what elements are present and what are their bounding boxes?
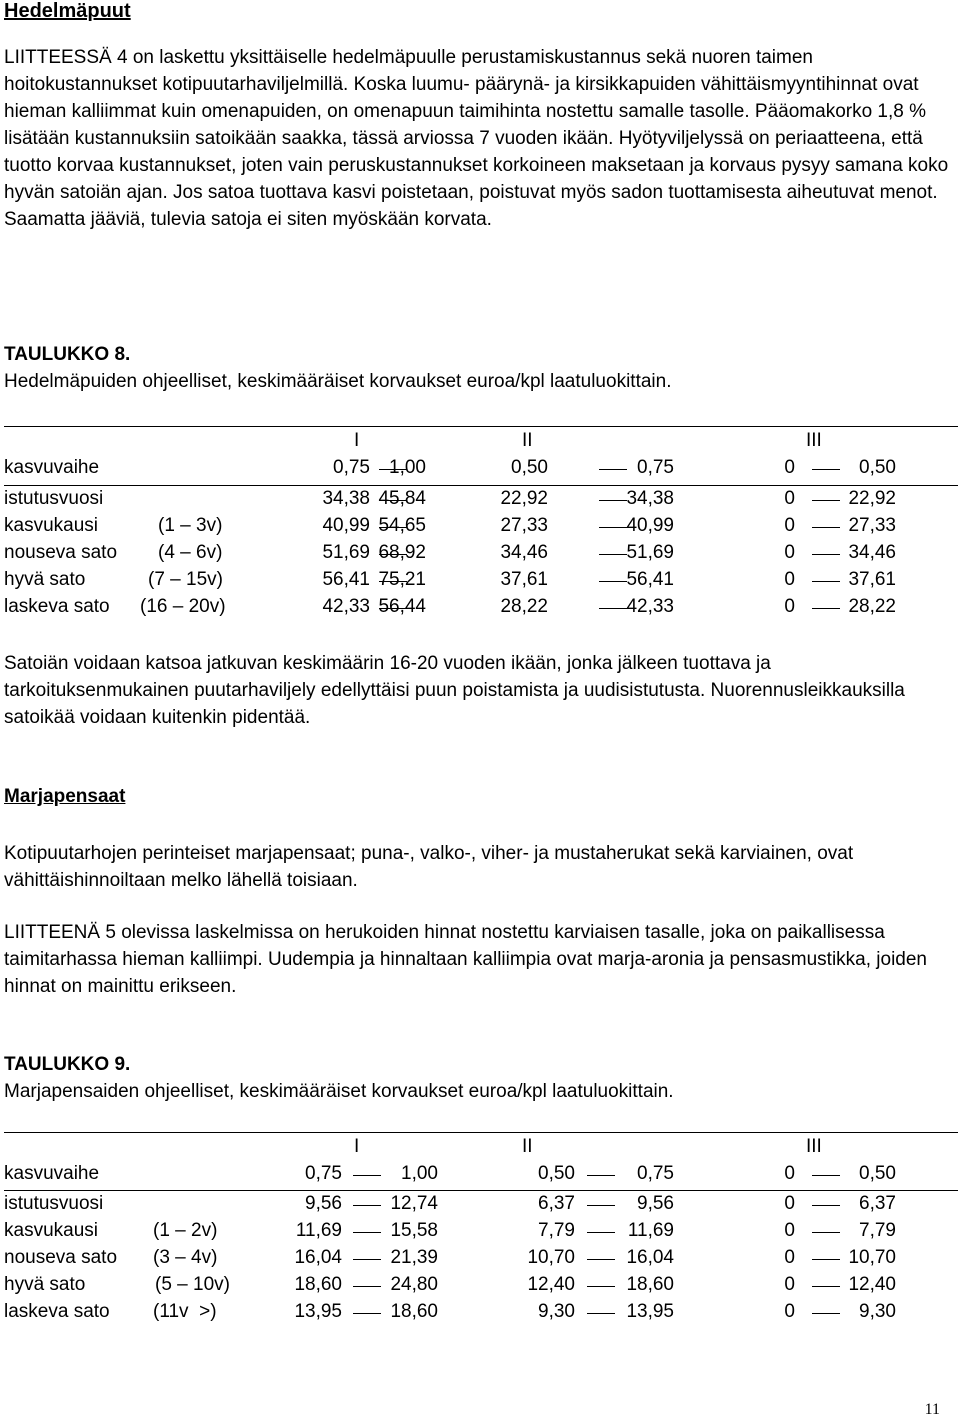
- table-row-1-value-1: 34,38: [322, 488, 370, 509]
- table-row-4-range-dash-1: [379, 581, 407, 582]
- kasvuvaihe-row-range-dash-2: [587, 1175, 615, 1176]
- row-period: (1 – 2v): [153, 1220, 218, 1241]
- row-label: istutusvuosi: [4, 1193, 104, 1214]
- table-row-2-range-dash-3: [812, 527, 840, 528]
- kasvuvaihe-row-value-6: 0,50: [859, 1163, 896, 1184]
- row-label: nouseva sato: [4, 1247, 118, 1268]
- kasvuvaihe-row-range-dash-2: [599, 469, 627, 470]
- table-row-2-value-6: 27,33: [848, 515, 896, 536]
- row-label: kasvukausi: [4, 515, 98, 536]
- table-row-2-value-1: 40,99: [322, 515, 370, 536]
- table-row-3-value-2: 21,39: [390, 1247, 438, 1268]
- kasvuvaihe-row-range-dash-1: [379, 469, 407, 470]
- page-number: 11: [924, 1401, 940, 1418]
- table-row-5-range-dash-2: [599, 608, 627, 609]
- table9-caption: Marjapensaiden ohjeelliset, keskimääräiset korvaukset euroa/kpl laatuluokittain.: [4, 1081, 674, 1102]
- table-row-5-range-dash-1: [353, 1313, 381, 1314]
- table-row-1-value-5: 0: [784, 1193, 795, 1214]
- table-row-5-value-2: 56,44: [378, 596, 426, 617]
- table-row-4-range-dash-1: [353, 1286, 381, 1287]
- table-row-5-value-2: 18,60: [390, 1301, 438, 1322]
- row-label: kasvukausi: [4, 1220, 98, 1241]
- table-row-3-value-4: 16,04: [626, 1247, 674, 1268]
- row-label: laskeva sato: [4, 596, 110, 617]
- table-row-3-value-2: 68,92: [378, 542, 426, 563]
- table-row-2-value-3: 7,79: [538, 1220, 575, 1241]
- table-header-rule: [4, 485, 958, 486]
- row-period: (11v >): [153, 1301, 217, 1322]
- table-row-3-value-5: 0: [784, 1247, 795, 1268]
- table-row-1-range-dash-1: [379, 500, 407, 501]
- table-row-1-range-dash-2: [599, 500, 627, 501]
- table-row-2-value-6: 7,79: [859, 1220, 896, 1241]
- kasvuvaihe-row-value-4: 0,75: [637, 457, 674, 478]
- table-row-4-value-3: 37,61: [500, 569, 548, 590]
- table-row-1-value-1: 9,56: [305, 1193, 342, 1214]
- row-label: hyvä sato: [4, 1274, 86, 1295]
- table-row-2-range-dash-3: [812, 1232, 840, 1233]
- row-period: (3 – 4v): [153, 1247, 218, 1268]
- table-row-4-value-5: 0: [784, 1274, 795, 1295]
- kasvuvaihe-row-value-6: 0,50: [859, 457, 896, 478]
- table-row-3-range-dash-2: [587, 1259, 615, 1260]
- table-row-2-value-2: 54,65: [378, 515, 426, 536]
- kasvuvaihe-row-value-5: 0: [784, 1163, 795, 1184]
- table-row-3-value-3: 34,46: [500, 542, 548, 563]
- table8-caption: Hedelmäpuiden ohjeelliset, keskimääräiset korvaukset euroa/kpl laatuluokittain.: [4, 371, 672, 392]
- table-row-1-value-6: 22,92: [848, 488, 896, 509]
- kasvuvaihe-row-value-3: 0,50: [511, 457, 548, 478]
- table-row-3-value-4: 51,69: [626, 542, 674, 563]
- table-row-4-value-6: 12,40: [848, 1274, 896, 1295]
- table-row-4-range-dash-2: [587, 1286, 615, 1287]
- table-row-2-value-4: 40,99: [626, 515, 674, 536]
- table-row-5-value-6: 28,22: [848, 596, 896, 617]
- table-row-2-range-dash-1: [379, 527, 407, 528]
- section-heading-hedelmapuut: Hedelmäpuut: [4, 0, 131, 22]
- kasvuvaihe-label: kasvuvaihe: [4, 1163, 100, 1184]
- table-row-3-range-dash-3: [812, 554, 840, 555]
- row-period: (16 – 20v): [140, 596, 226, 617]
- table-row-2-range-dash-1: [353, 1232, 381, 1233]
- row-period: (1 – 3v): [158, 515, 223, 536]
- table-row-4-value-4: 56,41: [626, 569, 674, 590]
- row-period: (5 – 10v): [155, 1274, 230, 1295]
- kasvuvaihe-row-value-2: 1,00: [401, 1163, 438, 1184]
- table9-top-rule: [4, 1132, 958, 1133]
- class-header-3: III: [806, 1136, 822, 1157]
- table-row-1-value-4: 34,38: [626, 488, 674, 509]
- table8-title: TAULUKKO 8.: [4, 344, 131, 365]
- table-row-5-value-5: 0: [784, 1301, 795, 1322]
- table-row-2-value-5: 0: [784, 1220, 795, 1241]
- table-row-2-value-1: 11,69: [295, 1220, 342, 1241]
- table-row-5-range-dash-2: [587, 1313, 615, 1314]
- table-row-3-value-6: 10,70: [848, 1247, 896, 1268]
- table-row-3-value-1: 51,69: [322, 542, 370, 563]
- intro-paragraph: LIITTEESSÄ 4 on laskettu yksittäiselle hedelmäpuulle perustamiskustannus sekä nuoren taimen hoitokustannukset kotipuutarhaviljelmillä. Koska luumu- päärynä- ja kirsikkapuiden vähittäismyyntihinnat ovat hieman kalliimmat kuin omenapuiden, on omenapuun taimihinta nostettu samalle tasolle. Pääomakorko 1,8 % lisätään kustannuksiin satoikään saakka, tässä arviossa 7 vuoden ikään. Hyötyviljelyssä on periaatteena, että tuotto korvaa kustannukset, joten vain peruskustannukset korkoineen maksetaan ja korvaus pysyy samana koko hyvän satoiän ajan. Jos satoa tuottava kasvi poistetaan, poistuvat myös sadon tuottamisesta aiheutuvat menot. Saamatta jääviä, tulevia satoja ei siten myöskään korvata.: [4, 47, 949, 230]
- kasvuvaihe-row-value-5: 0: [784, 457, 795, 478]
- table-row-4-value-1: 56,41: [322, 569, 370, 590]
- table-row-4-value-5: 0: [784, 569, 795, 590]
- table-row-5-range-dash-1: [379, 608, 407, 609]
- table-row-1-value-3: 6,37: [538, 1193, 575, 1214]
- table-row-4-range-dash-2: [599, 581, 627, 582]
- table-row-1-value-5: 0: [784, 488, 795, 509]
- table-row-2-value-4: 11,69: [627, 1220, 674, 1241]
- table-row-4-value-6: 37,61: [848, 569, 896, 590]
- table-row-2-value-3: 27,33: [500, 515, 548, 536]
- kasvuvaihe-row-value-4: 0,75: [637, 1163, 674, 1184]
- table-row-3-value-1: 16,04: [294, 1247, 342, 1268]
- table-row-4-value-3: 12,40: [527, 1274, 575, 1295]
- table-row-1-value-6: 6,37: [859, 1193, 896, 1214]
- berries-paragraph-1: Kotipuutarhojen perinteiset marjapensaat; puna-, valko-, viher- ja mustaherukat sekä karviainen, ovat vähittäishinnoiltaan melko lähellä toisiaan.: [4, 843, 854, 891]
- table8-top-rule: [4, 426, 958, 427]
- table-row-4-value-1: 18,60: [294, 1274, 342, 1295]
- note-paragraph: Satoiän voidaan katsoa jatkuvan keskimäärin 16-20 vuoden ikään, jonka jälkeen tuottava ja tarkoituksenmukainen puutarhaviljely edellyttäisi puun poistamista ja uudisistutusta. Nuorennusleikkauksilla satoikää voidaan kuitenkin pidentää.: [4, 653, 905, 728]
- table-row-4-range-dash-3: [812, 1286, 840, 1287]
- row-period: (4 – 6v): [158, 542, 223, 563]
- table-row-4-range-dash-3: [812, 581, 840, 582]
- table-row-5-range-dash-3: [812, 1313, 840, 1314]
- class-header-2: II: [522, 1136, 533, 1157]
- table-row-3-value-6: 34,46: [848, 542, 896, 563]
- table-row-1-value-3: 22,92: [500, 488, 548, 509]
- table-row-2-value-2: 15,58: [390, 1220, 438, 1241]
- table-row-3-range-dash-2: [599, 554, 627, 555]
- table-row-1-range-dash-1: [353, 1205, 381, 1206]
- row-label: hyvä sato: [4, 569, 86, 590]
- table-row-1-range-dash-3: [812, 500, 840, 501]
- row-label: istutusvuosi: [4, 488, 104, 509]
- table-row-5-value-4: 42,33: [626, 596, 674, 617]
- kasvuvaihe-row-range-dash-3: [812, 469, 840, 470]
- table-row-5-value-3: 28,22: [500, 596, 548, 617]
- class-header-3: III: [806, 430, 822, 451]
- row-label: laskeva sato: [4, 1301, 110, 1322]
- table-row-1-range-dash-2: [587, 1205, 615, 1206]
- table-row-5-value-5: 0: [784, 596, 795, 617]
- table-row-3-range-dash-1: [353, 1259, 381, 1260]
- kasvuvaihe-row-value-1: 0,75: [333, 457, 370, 478]
- table-row-1-value-2: 45,84: [378, 488, 426, 509]
- table-row-5-value-4: 13,95: [626, 1301, 674, 1322]
- row-period: (7 – 15v): [148, 569, 223, 590]
- kasvuvaihe-row-range-dash-1: [353, 1175, 381, 1176]
- table-row-4-value-2: 24,80: [390, 1274, 438, 1295]
- table-row-1-value-2: 12,74: [390, 1193, 438, 1214]
- class-header-1: I: [354, 430, 360, 451]
- table-row-3-value-3: 10,70: [527, 1247, 575, 1268]
- section-heading-marjapensaat: Marjapensaat: [4, 786, 126, 807]
- table-row-3-value-5: 0: [784, 542, 795, 563]
- kasvuvaihe-row-value-1: 0,75: [305, 1163, 342, 1184]
- table-row-3-range-dash-1: [379, 554, 407, 555]
- table9-title: TAULUKKO 9.: [4, 1054, 131, 1075]
- class-header-1: I: [354, 1136, 360, 1157]
- table-row-1-value-4: 9,56: [637, 1193, 674, 1214]
- table-row-5-value-1: 13,95: [294, 1301, 342, 1322]
- table-row-2-range-dash-2: [599, 527, 627, 528]
- table-row-5-value-6: 9,30: [859, 1301, 896, 1322]
- table-row-2-value-5: 0: [784, 515, 795, 536]
- table-header-rule: [4, 1190, 958, 1191]
- table-row-2-range-dash-2: [587, 1232, 615, 1233]
- class-header-2: II: [522, 430, 533, 451]
- table-row-4-value-4: 18,60: [626, 1274, 674, 1295]
- table-row-5-range-dash-3: [812, 608, 840, 609]
- kasvuvaihe-label: kasvuvaihe: [4, 457, 100, 478]
- kasvuvaihe-row-range-dash-3: [812, 1175, 840, 1176]
- berries-paragraph-2: LIITTEENÄ 5 olevissa laskelmissa on herukoiden hinnat nostettu karviaisen tasalle, joka on paikallisessa taimitarhassa hieman kalliimpi. Uudempia ja hinnaltaan kalliimpia ovat marja-aronia ja pensasmustikka, joiden hinnat on mainittu erikseen.: [4, 922, 928, 997]
- table-row-5-value-3: 9,30: [538, 1301, 575, 1322]
- table-row-3-range-dash-3: [812, 1259, 840, 1260]
- table-row-1-range-dash-3: [812, 1205, 840, 1206]
- kasvuvaihe-row-value-3: 0,50: [538, 1163, 575, 1184]
- kasvuvaihe-row-value-2: 1,00: [389, 457, 426, 478]
- row-label: nouseva sato: [4, 542, 118, 563]
- table-row-5-value-1: 42,33: [322, 596, 370, 617]
- table-row-4-value-2: 75,21: [378, 569, 426, 590]
